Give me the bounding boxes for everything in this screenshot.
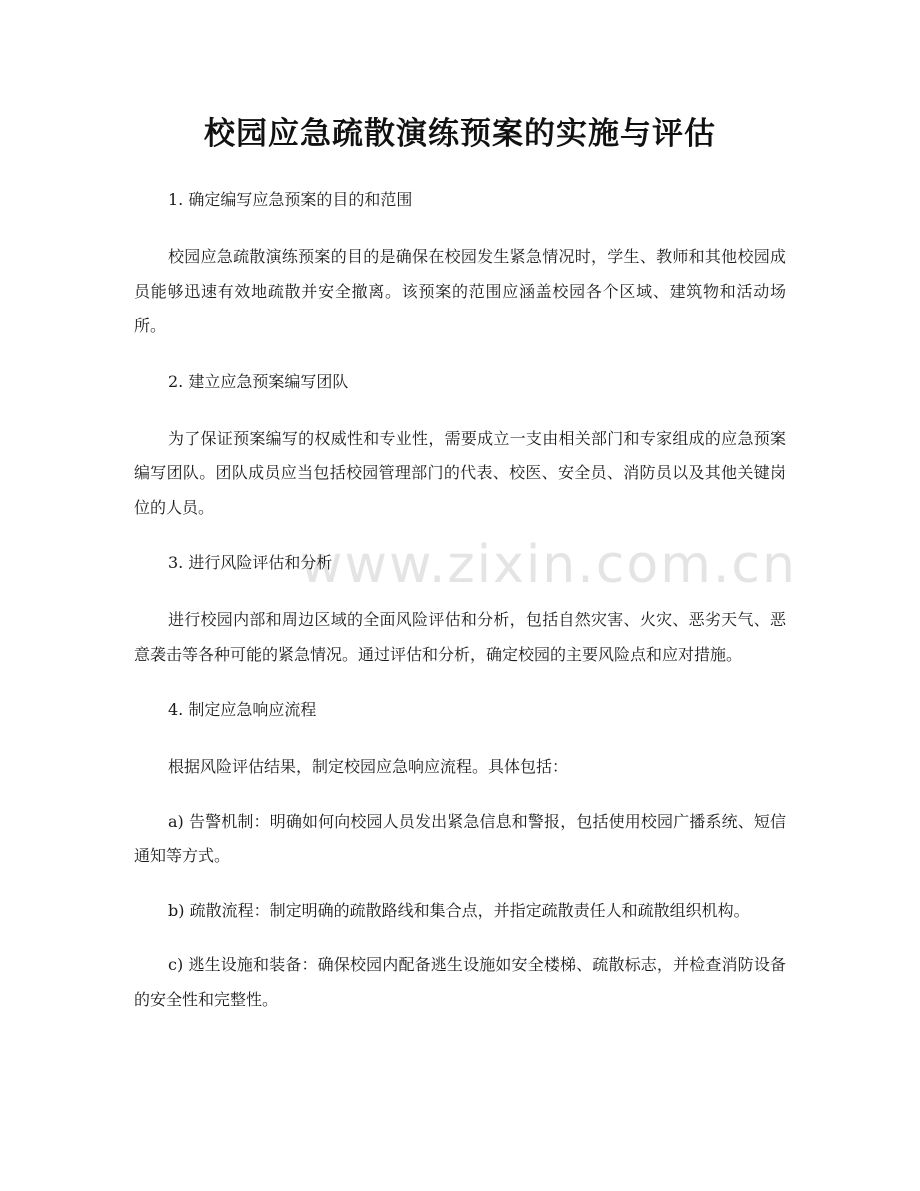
section-heading-4: 4. 制定应急响应流程 — [168, 700, 317, 719]
section-paragraph-1: 校园应急疏散演练预案的目的是确保在校园发生紧急情况时，学生、教师和其他校园成员能够迅速有效地疏散并安全撤离。该预案的范围应涵盖校园各个区域、建筑物和活动场所。 — [134, 247, 786, 335]
section-paragraph-4-intro: 根据风险评估结果，制定校园应急响应流程。具体包括： — [168, 757, 569, 776]
list-item-c: c) 逃生设施和装备：确保校园内配备逃生设施如安全楼梯、疏散标志，并检查消防设备的安全性和完整性。 — [134, 955, 786, 1009]
section-heading-3: 3. 进行风险评估和分析 — [168, 553, 333, 572]
section-heading-1: 1. 确定编写应急预案的目的和范围 — [168, 190, 413, 209]
section-paragraph-3: 进行校园内部和周边区域的全面风险评估和分析，包括自然灾害、火灾、恶劣天气、恶意袭击等各种可能的紧急情况。通过评估和分析，确定校园的主要风险点和应对措施。 — [134, 610, 786, 664]
watermark: www.zixin.com.cn — [300, 535, 797, 595]
list-item-b: b) 疏散流程：制定明确的疏散路线和集合点，并指定疏散责任人和疏散组织机构。 — [168, 900, 750, 920]
section-heading-2: 2. 建立应急预案编写团队 — [168, 371, 349, 391]
section-paragraph-2: 为了保证预案编写的权威性和专业性，需要成立一支由相关部门和专家组成的应急预案编写团队。团队成员应当包括校园管理部门的代表、校医、安全员、消防员以及其他关键岗位的人员。 — [134, 428, 786, 517]
list-item-a: a) 告警机制：明确如何向校园人员发出紧急信息和警报，包括使用校园广播系统、短信通知等方式。 — [134, 811, 786, 865]
document-title: 校园应急疏散演练预案的实施与评估 — [204, 116, 716, 152]
document-body — [134, 182, 786, 1037]
